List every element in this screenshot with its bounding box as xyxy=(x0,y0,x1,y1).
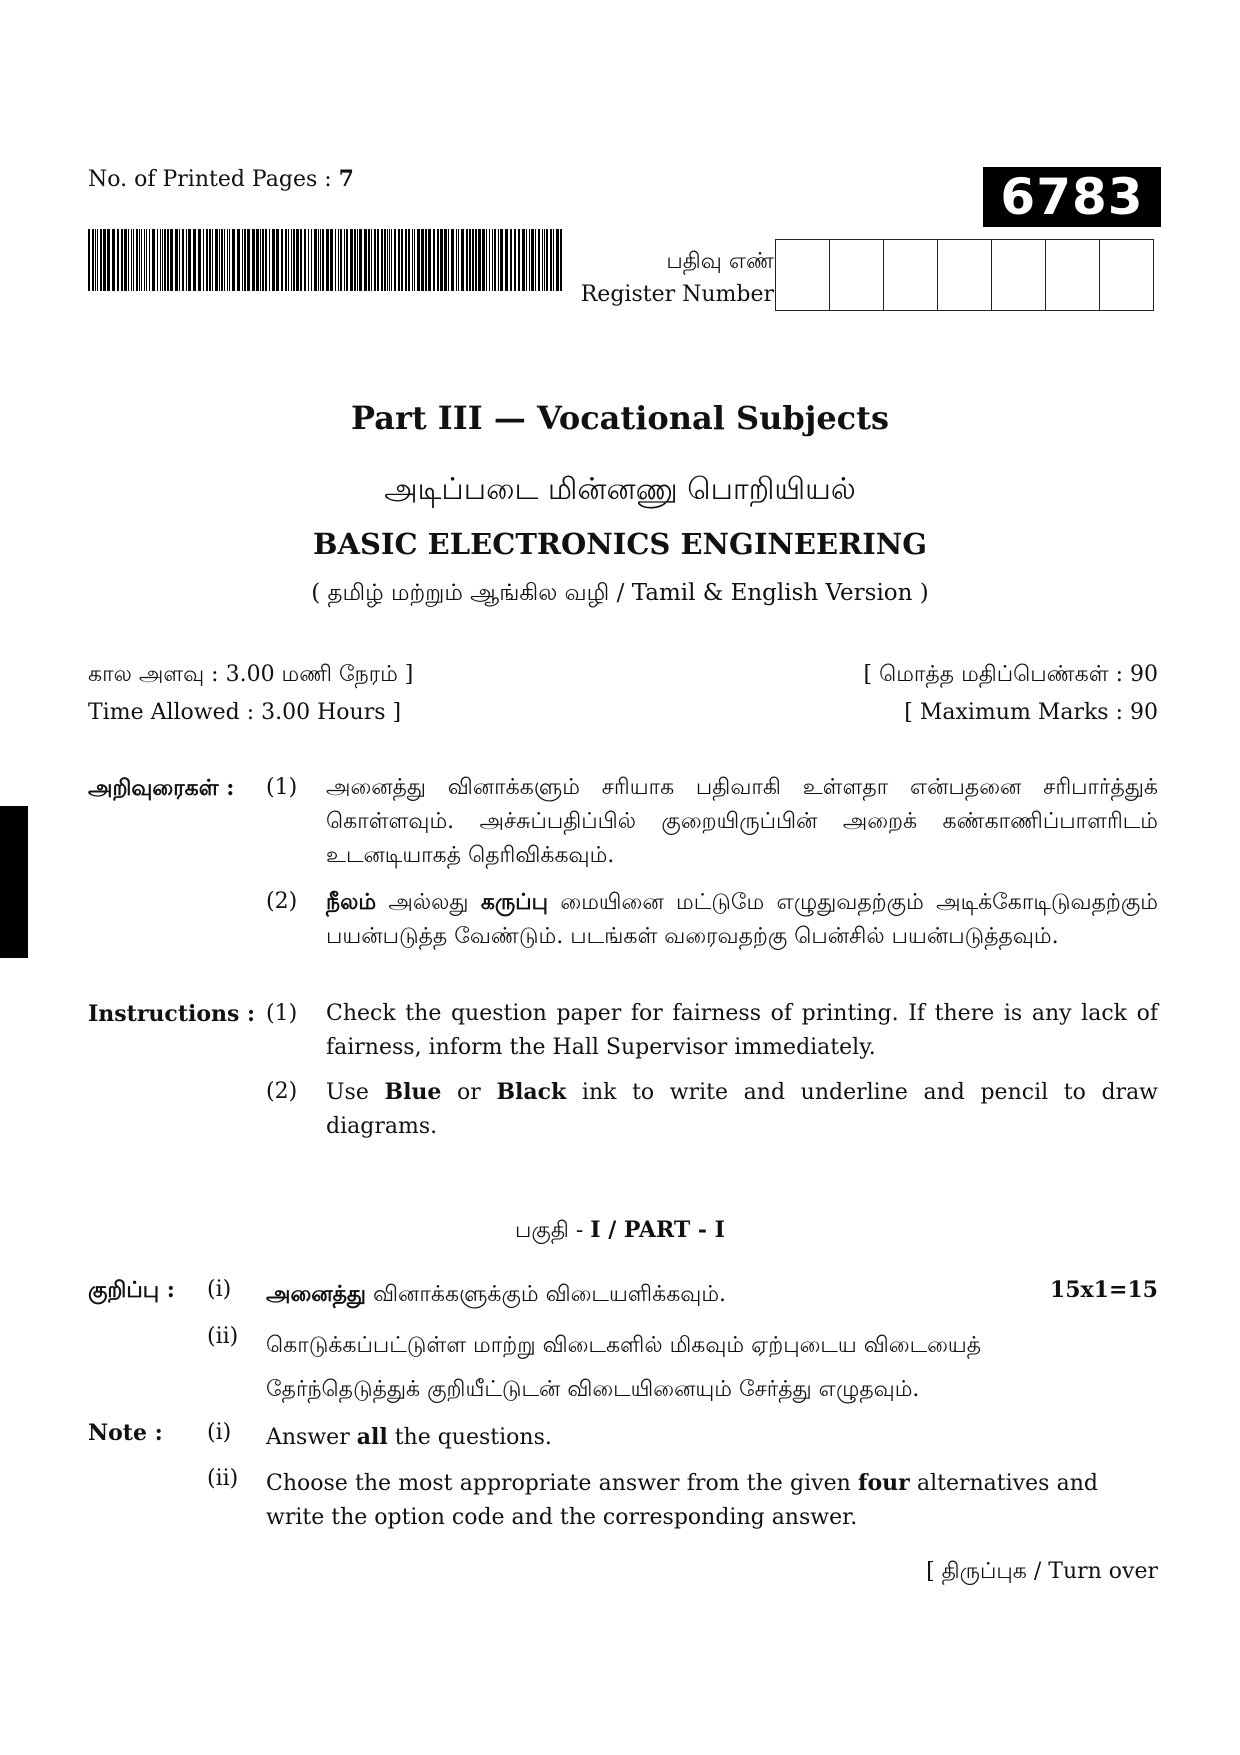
barcode-bar xyxy=(221,229,223,291)
barcode-bar xyxy=(97,229,98,291)
barcode-bar xyxy=(414,229,415,291)
barcode-bar xyxy=(340,229,342,291)
barcode-bar xyxy=(136,229,138,291)
note-number: (i) xyxy=(207,1420,232,1445)
paper-code-badge xyxy=(983,167,1161,227)
barcode-bar xyxy=(186,229,187,291)
barcode-bar xyxy=(368,229,370,291)
barcode-bar xyxy=(146,229,147,291)
barcode-bar xyxy=(526,229,527,291)
barcode-bar xyxy=(437,229,439,291)
instruction-number: (1) xyxy=(266,775,298,800)
note-english-label: Note : xyxy=(88,1420,163,1446)
part-heading-tamil: பகுதி - xyxy=(515,1218,591,1243)
printed-pages-value: 7 xyxy=(338,166,354,192)
note-english-1 xyxy=(266,1420,1098,1455)
max-marks-tamil: [ மொத்த மதிப்பெண்கள் : 90 xyxy=(863,662,1158,687)
barcode-bar xyxy=(247,229,250,291)
barcode-bar xyxy=(308,229,309,291)
barcode-bar xyxy=(556,229,559,291)
printed-pages-label: No. of Printed Pages : xyxy=(88,167,339,192)
barcode-bar xyxy=(188,229,191,291)
register-digit-box[interactable] xyxy=(1099,240,1153,310)
barcode-bar xyxy=(371,229,372,291)
barcode-bar xyxy=(544,229,545,291)
barcode-bar xyxy=(103,229,106,291)
barcode-bar xyxy=(318,229,319,291)
barcode-bar xyxy=(518,229,520,291)
barcode-bar xyxy=(206,229,208,291)
barcode-bar xyxy=(149,229,150,291)
instruction-english-2 xyxy=(326,1075,1158,1144)
barcode-bar xyxy=(157,229,158,291)
register-digit-box[interactable] xyxy=(991,240,1045,310)
barcode-bar xyxy=(408,229,410,291)
text: அல்லது xyxy=(376,890,481,915)
barcode-bar xyxy=(405,229,407,291)
barcode-bar xyxy=(498,229,499,291)
barcode-bar xyxy=(357,229,358,291)
part-title: Part III — Vocational Subjects xyxy=(351,399,889,437)
note-number: (ii) xyxy=(207,1466,239,1491)
barcode-bar xyxy=(522,229,525,291)
register-digit-box[interactable] xyxy=(937,240,991,310)
barcode-bar xyxy=(456,229,457,291)
barcode-bar xyxy=(95,229,96,291)
barcode-bar xyxy=(212,229,213,291)
barcode-bar xyxy=(354,229,356,291)
barcode-bar xyxy=(398,229,400,291)
barcode-bar xyxy=(314,229,317,291)
text: the questions. xyxy=(387,1425,552,1450)
instructions-tamil-label: அறிவுரைகள் : xyxy=(88,775,235,801)
time-allowed-tamil: கால அளவு : 3.00 மணி நேரம் ] xyxy=(88,662,414,687)
register-digit-box[interactable] xyxy=(883,240,937,310)
note-number: (ii) xyxy=(207,1324,239,1349)
instruction-english-1: Check the question paper for fairness of printing. If there is any lack of fairness, inform the Hall Supervisor immediately. xyxy=(326,1001,1158,1060)
barcode-bar xyxy=(550,229,552,291)
barcode-bar xyxy=(152,229,155,291)
barcode-bar xyxy=(494,229,496,291)
bold-four: four xyxy=(858,1470,910,1496)
text: வினாக்களுக்கும் விடையளிக்கவும். xyxy=(366,1282,727,1307)
barcode-bar xyxy=(304,229,306,291)
barcode-bar xyxy=(170,229,173,291)
note-tamil-1 xyxy=(266,1277,1098,1312)
barcode-bar xyxy=(531,229,534,291)
barcode-bar xyxy=(293,229,295,291)
barcode-bar xyxy=(326,229,329,291)
register-digit-box[interactable] xyxy=(1045,240,1099,310)
barcode-bar xyxy=(265,229,267,291)
barcode-bar xyxy=(546,229,548,291)
barcode-bar xyxy=(500,229,503,291)
barcode-bar xyxy=(121,229,123,291)
barcode-bar xyxy=(260,229,261,291)
instruction-tamil-1: அனைத்து வினாக்களும் சரியாக பதிவாகி உள்ளதா என்பதனை சரிபார்த்துக் கொள்ளவும். அச்சுப்பதிப்பில் குறையிருப்பின் அறைக் கண்காணிப்பாளரிடம் உடனடியாகத் தெரிவிக்கவும். xyxy=(326,775,1158,868)
barcode-bar xyxy=(160,229,161,291)
printed-pages-line xyxy=(88,166,354,192)
barcode-bar xyxy=(489,229,490,291)
text: alternatives and write the option code and the corresponding answer. xyxy=(266,1471,1098,1530)
barcode-bar xyxy=(131,229,132,291)
barcode-bar xyxy=(124,229,127,291)
bold-black: கருப்பு xyxy=(480,889,549,915)
barcode-bar xyxy=(311,229,312,291)
barcode-bar xyxy=(538,229,540,291)
barcode-bar xyxy=(285,229,287,291)
barcode-bar xyxy=(514,229,516,291)
subject-title-english: BASIC ELECTRONICS ENGINEERING xyxy=(312,527,928,561)
barcode-bar xyxy=(444,229,447,291)
barcode-bar xyxy=(269,229,270,291)
barcode-bar xyxy=(421,229,424,291)
barcode-bar xyxy=(133,229,134,291)
barcode-bar xyxy=(387,229,388,291)
edge-mark xyxy=(0,806,28,958)
barcode-bar xyxy=(300,229,302,291)
text: மையினை மட்டுமே எழுதுவதற்கும் அடிக்கோடிடுவதற்கும் பயன்படுத்த வேண்டும். படங்கள் வரைவதற்கு பென்சில் பயன்படுத்தவும். xyxy=(326,890,1158,949)
barcode-bar xyxy=(209,229,211,291)
barcode-bar xyxy=(117,229,119,291)
barcode-bar xyxy=(381,229,383,291)
barcode-bar xyxy=(224,229,225,291)
note-tamil-2: கொடுக்கப்பட்டுள்ள மாற்று விடைகளில் மிகவும் ஏற்புடைய விடையைத் தேர்ந்தெடுத்துக் குறியீட்டுடன் விடையினையும் சேர்த்து எழுதவும். xyxy=(266,1333,982,1402)
barcode-bar xyxy=(229,229,230,291)
barcode-bar xyxy=(162,229,163,291)
barcode-bar xyxy=(128,229,129,291)
barcode-bar xyxy=(440,229,443,291)
barcode-bar xyxy=(492,229,493,291)
barcode-bar xyxy=(417,229,420,291)
barcode-bar xyxy=(193,229,196,291)
barcode-bar xyxy=(364,229,367,291)
barcode-bar xyxy=(461,229,464,291)
barcode-bar xyxy=(458,229,459,291)
instruction-number: (2) xyxy=(266,1079,298,1104)
barcode-bar xyxy=(535,229,536,291)
bold-black: Black xyxy=(496,1079,567,1105)
text: Use xyxy=(326,1080,385,1105)
barcode-bar xyxy=(542,229,543,291)
barcode-bar xyxy=(389,229,390,291)
barcode-bar xyxy=(478,229,481,291)
barcode-bar xyxy=(232,229,235,291)
barcode-bar xyxy=(242,229,243,291)
barcode-bar xyxy=(141,229,142,291)
bold-blue: Blue xyxy=(384,1079,442,1105)
barcode-bar xyxy=(237,229,240,291)
barcode-bar xyxy=(401,229,403,291)
barcode-bar xyxy=(281,229,283,291)
barcode-bar xyxy=(384,229,386,291)
barcode-bar xyxy=(296,229,299,291)
barcode-bar xyxy=(92,229,94,291)
barcode-bar xyxy=(182,229,184,291)
turn-over: [ திருப்புக / Turn over xyxy=(926,1559,1158,1584)
barcode-bar xyxy=(486,229,487,291)
note-tamil-label: குறிப்பு : xyxy=(88,1277,175,1303)
barcode-bar xyxy=(425,229,427,291)
barcode-bar xyxy=(359,229,362,291)
instruction-number: (1) xyxy=(266,1001,298,1026)
barcode-bar xyxy=(179,229,180,291)
barcode-bar xyxy=(475,229,477,291)
barcode-bar xyxy=(338,229,339,291)
barcode-bar xyxy=(244,229,246,291)
barcode-bar xyxy=(391,229,392,291)
barcode-bar xyxy=(553,229,554,291)
barcode-bar xyxy=(288,229,289,291)
barcode-bar xyxy=(412,229,413,291)
text: or xyxy=(441,1080,497,1105)
barcode-bar xyxy=(469,229,471,291)
barcode-bar xyxy=(451,229,454,291)
time-allowed-english: Time Allowed : 3.00 Hours ] xyxy=(88,700,402,725)
barcode-bar xyxy=(175,229,178,291)
instruction-tamil-2 xyxy=(326,885,1158,954)
part-heading-english: I / PART - I xyxy=(590,1217,725,1243)
barcode-bar xyxy=(466,229,468,291)
bold-all: அனைத்து xyxy=(266,1281,367,1307)
max-marks-english: [ Maximum Marks : 90 xyxy=(904,700,1158,725)
note-number: (i) xyxy=(207,1277,232,1302)
barcode-bar xyxy=(203,229,204,291)
register-number-boxes[interactable] xyxy=(775,239,1154,311)
subject-title-tamil: அடிப்படை மின்னணு பொறியியல் xyxy=(384,472,856,507)
barcode-bar xyxy=(291,229,292,291)
barcode-bar xyxy=(344,229,345,291)
bold-all: all xyxy=(356,1424,388,1450)
register-number-label xyxy=(560,245,774,311)
version-line: ( தமிழ் மற்றும் ஆங்கில வழி / Tamil & English Version ) xyxy=(311,580,929,606)
barcode xyxy=(88,229,563,291)
barcode-bar xyxy=(215,229,218,291)
register-digit-box[interactable] xyxy=(829,240,883,310)
text: ink to write and underline and pencil to draw diagrams. xyxy=(326,1080,1159,1139)
barcode-bar xyxy=(322,229,324,291)
text: Choose the most appropriate answer from the given xyxy=(266,1471,858,1496)
barcode-bar xyxy=(320,229,321,291)
barcode-bar xyxy=(167,229,169,291)
text: Answer xyxy=(266,1425,357,1450)
barcode-bar xyxy=(482,229,485,291)
barcode-bar xyxy=(262,229,264,291)
barcode-bar xyxy=(272,229,275,291)
paper-code: 6783 xyxy=(1000,168,1144,226)
barcode-bar xyxy=(144,229,145,291)
barcode-bar xyxy=(350,229,353,291)
register-digit-box[interactable] xyxy=(776,240,829,310)
barcode-bar xyxy=(472,229,474,291)
barcode-bar xyxy=(88,229,90,291)
register-label-english: Register Number xyxy=(580,282,774,307)
barcode-bar xyxy=(256,229,259,291)
note-english-2 xyxy=(266,1466,1098,1535)
barcode-bar xyxy=(335,229,336,291)
barcode-bar xyxy=(529,229,530,291)
score-formula: 15x1=15 xyxy=(1049,1277,1158,1303)
barcode-bar xyxy=(330,229,333,291)
barcode-bar xyxy=(346,229,348,291)
part-one-heading xyxy=(0,1217,1240,1246)
barcode-bar xyxy=(276,229,279,291)
barcode-bar xyxy=(252,229,255,291)
barcode-bar xyxy=(394,229,396,291)
barcode-bar xyxy=(139,229,140,291)
barcode-bar xyxy=(448,229,449,291)
barcode-bar xyxy=(505,229,508,291)
barcode-bar xyxy=(198,229,201,291)
barcode-bar xyxy=(112,229,115,291)
barcode-bar xyxy=(107,229,110,291)
barcode-bar xyxy=(428,229,431,291)
bold-blue: நீலம் xyxy=(326,889,377,915)
register-label-tamil: பதிவு எண் xyxy=(666,249,774,274)
barcode-bar xyxy=(433,229,435,291)
barcode-bar xyxy=(227,229,228,291)
instructions-english-label: Instructions : xyxy=(88,1001,256,1027)
instruction-number: (2) xyxy=(266,889,298,914)
barcode-bar xyxy=(164,229,166,291)
barcode-bar xyxy=(374,229,376,291)
barcode-bar xyxy=(377,229,379,291)
barcode-bar xyxy=(219,229,220,291)
barcode-bar xyxy=(100,229,102,291)
barcode-bar xyxy=(510,229,512,291)
